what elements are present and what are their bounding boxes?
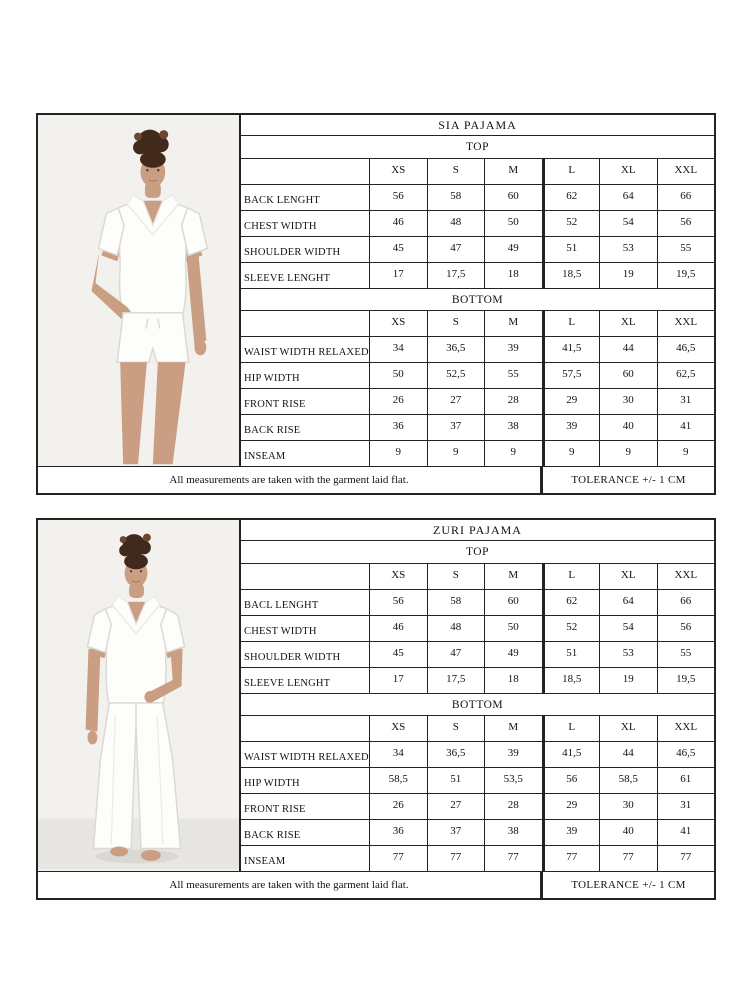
size-column-header: L xyxy=(542,159,600,184)
measurement-value: 27 xyxy=(427,794,485,819)
measurement-label: BACK RISE xyxy=(244,425,301,436)
measurement-value: 48 xyxy=(427,211,485,236)
measurement-value: 56 xyxy=(657,211,715,236)
measurement-note: All measurements are taken with the garment laid flat. xyxy=(38,467,543,493)
size-table-zuri-pajama xyxy=(36,518,716,900)
measurement-value: 46,5 xyxy=(657,742,715,767)
model-photo-pants xyxy=(38,520,241,871)
measurement-label: WAIST WIDTH RELAXED xyxy=(244,752,369,763)
measurement-label: BACL LENGHT xyxy=(244,600,319,611)
measurement-value: 19 xyxy=(599,668,657,693)
model-photo-pants-illustration xyxy=(38,520,239,871)
measurement-value: 58 xyxy=(427,590,485,615)
measurement-value: 64 xyxy=(599,185,657,210)
measurement-value: 77 xyxy=(657,846,715,871)
measurement-value: 29 xyxy=(542,794,600,819)
measurement-value: 28 xyxy=(484,794,542,819)
measurement-value: 53 xyxy=(599,642,657,667)
measurement-value: 60 xyxy=(484,185,542,210)
measurement-value: 55 xyxy=(657,642,715,667)
measurement-value: 52,5 xyxy=(427,363,485,388)
measurement-row xyxy=(241,845,714,871)
measurement-row xyxy=(241,414,714,440)
measurement-value: 60 xyxy=(484,590,542,615)
measurement-value: 66 xyxy=(657,590,715,615)
section-title: BOTTOM xyxy=(241,288,714,310)
measurement-grid xyxy=(241,115,714,466)
section-title: TOP xyxy=(241,135,714,158)
measurement-value: 30 xyxy=(599,389,657,414)
size-column-header: S xyxy=(427,716,485,741)
measurement-row xyxy=(241,615,714,641)
measurement-value: 56 xyxy=(369,185,427,210)
measurement-label: CHEST WIDTH xyxy=(244,221,317,232)
measurement-value: 9 xyxy=(657,441,715,466)
measurement-value: 31 xyxy=(657,389,715,414)
measurement-label: SHOULDER WIDTH xyxy=(244,247,341,258)
measurement-value: 50 xyxy=(369,363,427,388)
measurement-value: 61 xyxy=(657,768,715,793)
measurement-value: 51 xyxy=(542,642,600,667)
measurement-value: 77 xyxy=(369,846,427,871)
measurement-value: 28 xyxy=(484,389,542,414)
measurement-value: 44 xyxy=(599,742,657,767)
model-photo-shorts xyxy=(38,115,241,466)
size-column-header: M xyxy=(484,159,542,184)
measurement-value: 18 xyxy=(484,668,542,693)
measurement-row xyxy=(241,336,714,362)
measurement-row xyxy=(241,440,714,466)
measurement-row xyxy=(241,767,714,793)
size-column-header: XL xyxy=(599,311,657,336)
row-label-spacer xyxy=(241,159,369,184)
measurement-value: 37 xyxy=(427,820,485,845)
measurement-value: 55 xyxy=(484,363,542,388)
measurement-label: HIP WIDTH xyxy=(244,778,300,789)
measurement-value: 41 xyxy=(657,820,715,845)
measurement-grid xyxy=(241,520,714,871)
measurement-value: 17,5 xyxy=(427,668,485,693)
tolerance-note: TOLERANCE +/- 1 CM xyxy=(571,474,686,486)
measurement-value: 56 xyxy=(369,590,427,615)
measurement-value: 39 xyxy=(542,820,600,845)
measurement-value: 41,5 xyxy=(542,742,600,767)
measurement-label: BACK RISE xyxy=(244,830,301,841)
measurement-value: 57,5 xyxy=(542,363,600,388)
size-column-header: XS xyxy=(369,311,427,336)
measurement-row xyxy=(241,210,714,236)
measurement-value: 47 xyxy=(427,642,485,667)
measurement-value: 46 xyxy=(369,616,427,641)
measurement-value: 17 xyxy=(369,668,427,693)
size-header-row xyxy=(241,563,714,589)
table-title: SIA PAJAMA xyxy=(438,117,517,132)
measurement-value: 39 xyxy=(484,337,542,362)
measurement-label: HIP WIDTH xyxy=(244,373,300,384)
measurement-value: 58,5 xyxy=(599,768,657,793)
size-column-header: XL xyxy=(599,716,657,741)
measurement-row xyxy=(241,589,714,615)
measurement-value: 36,5 xyxy=(427,337,485,362)
measurement-value: 18 xyxy=(484,263,542,288)
measurement-value: 50 xyxy=(484,211,542,236)
measurement-value: 56 xyxy=(542,768,600,793)
measurement-value: 77 xyxy=(599,846,657,871)
measurement-value: 45 xyxy=(369,642,427,667)
measurement-value: 64 xyxy=(599,590,657,615)
size-header-row xyxy=(241,715,714,741)
measurement-value: 45 xyxy=(369,237,427,262)
measurement-label: WAIST WIDTH RELAXED xyxy=(244,347,369,358)
size-column-header: XS xyxy=(369,564,427,589)
measurement-value: 30 xyxy=(599,794,657,819)
measurement-value: 47 xyxy=(427,237,485,262)
measurement-label: CHEST WIDTH xyxy=(244,626,317,637)
table-body xyxy=(38,520,714,871)
size-table-sia-pajama xyxy=(36,113,716,495)
measurement-label: INSEAM xyxy=(244,856,286,867)
measurement-value: 56 xyxy=(657,616,715,641)
measurement-value: 31 xyxy=(657,794,715,819)
size-column-header: XS xyxy=(369,159,427,184)
measurement-row xyxy=(241,362,714,388)
measurement-value: 53 xyxy=(599,237,657,262)
measurement-value: 9 xyxy=(542,441,600,466)
measurement-value: 44 xyxy=(599,337,657,362)
measurement-value: 46 xyxy=(369,211,427,236)
measurement-value: 38 xyxy=(484,820,542,845)
table-title: ZURI PAJAMA xyxy=(433,522,522,537)
measurement-value: 40 xyxy=(599,415,657,440)
measurement-value: 9 xyxy=(369,441,427,466)
measurement-value: 36 xyxy=(369,820,427,845)
measurement-label: SLEEVE LENGHT xyxy=(244,678,331,689)
measurement-value: 29 xyxy=(542,389,600,414)
measurement-value: 46,5 xyxy=(657,337,715,362)
measurement-value: 62 xyxy=(542,590,600,615)
measurement-value: 66 xyxy=(657,185,715,210)
measurement-value: 27 xyxy=(427,389,485,414)
measurement-row xyxy=(241,741,714,767)
measurement-value: 54 xyxy=(599,211,657,236)
measurement-value: 38 xyxy=(484,415,542,440)
measurement-label: BACK LENGHT xyxy=(244,195,320,206)
measurement-value: 36 xyxy=(369,415,427,440)
measurement-row xyxy=(241,236,714,262)
section-title: TOP xyxy=(241,540,714,563)
measurement-row xyxy=(241,641,714,667)
measurement-label: SLEEVE LENGHT xyxy=(244,273,331,284)
measurement-value: 9 xyxy=(427,441,485,466)
measurement-value: 19 xyxy=(599,263,657,288)
measurement-label: FRONT RISE xyxy=(244,804,306,815)
size-column-header: S xyxy=(427,311,485,336)
tolerance-note: TOLERANCE +/- 1 CM xyxy=(571,879,686,891)
size-column-header: XXL xyxy=(657,564,715,589)
size-column-header: L xyxy=(542,564,600,589)
measurement-value: 49 xyxy=(484,237,542,262)
measurement-value: 39 xyxy=(484,742,542,767)
size-column-header: XXL xyxy=(657,159,715,184)
measurement-row xyxy=(241,184,714,210)
measurement-value: 17,5 xyxy=(427,263,485,288)
measurement-value: 26 xyxy=(369,389,427,414)
measurement-value: 41 xyxy=(657,415,715,440)
measurement-value: 9 xyxy=(484,441,542,466)
measurement-value: 49 xyxy=(484,642,542,667)
measurement-value: 34 xyxy=(369,742,427,767)
measurement-value: 48 xyxy=(427,616,485,641)
measurement-value: 37 xyxy=(427,415,485,440)
size-column-header: XXL xyxy=(657,716,715,741)
size-column-header: S xyxy=(427,159,485,184)
size-column-header: L xyxy=(542,311,600,336)
measurement-value: 62 xyxy=(542,185,600,210)
measurement-label: FRONT RISE xyxy=(244,399,306,410)
measurement-row xyxy=(241,667,714,693)
measurement-row xyxy=(241,388,714,414)
measurement-value: 34 xyxy=(369,337,427,362)
measurement-value: 40 xyxy=(599,820,657,845)
size-header-row xyxy=(241,310,714,336)
measurement-value: 55 xyxy=(657,237,715,262)
measurement-value: 41,5 xyxy=(542,337,600,362)
measurement-row xyxy=(241,262,714,288)
measurement-value: 18,5 xyxy=(542,263,600,288)
measurement-value: 77 xyxy=(484,846,542,871)
measurement-value: 53,5 xyxy=(484,768,542,793)
measurement-value: 77 xyxy=(542,846,600,871)
measurement-row xyxy=(241,793,714,819)
size-column-header: XL xyxy=(599,564,657,589)
measurement-value: 62,5 xyxy=(657,363,715,388)
measurement-label: SHOULDER WIDTH xyxy=(244,652,341,663)
measurement-row xyxy=(241,819,714,845)
measurement-value: 50 xyxy=(484,616,542,641)
measurement-label: INSEAM xyxy=(244,451,286,462)
measurement-value: 52 xyxy=(542,211,600,236)
measurement-value: 54 xyxy=(599,616,657,641)
section-title: BOTTOM xyxy=(241,693,714,715)
size-column-header: XXL xyxy=(657,311,715,336)
measurement-value: 19,5 xyxy=(657,668,715,693)
measurement-value: 36,5 xyxy=(427,742,485,767)
size-column-header: XS xyxy=(369,716,427,741)
size-column-header: S xyxy=(427,564,485,589)
measurement-value: 18,5 xyxy=(542,668,600,693)
size-column-header: M xyxy=(484,564,542,589)
measurement-value: 60 xyxy=(599,363,657,388)
size-header-row xyxy=(241,158,714,184)
measurement-value: 17 xyxy=(369,263,427,288)
row-label-spacer xyxy=(241,311,369,336)
measurement-value: 58 xyxy=(427,185,485,210)
measurement-value: 39 xyxy=(542,415,600,440)
measurement-value: 19,5 xyxy=(657,263,715,288)
size-column-header: M xyxy=(484,311,542,336)
size-column-header: XL xyxy=(599,159,657,184)
size-column-header: L xyxy=(542,716,600,741)
measurement-note: All measurements are taken with the garment laid flat. xyxy=(38,872,543,898)
measurement-value: 77 xyxy=(427,846,485,871)
measurement-value: 58,5 xyxy=(369,768,427,793)
table-footer xyxy=(38,466,714,493)
measurement-value: 52 xyxy=(542,616,600,641)
model-photo-shorts-illustration xyxy=(38,115,239,466)
row-label-spacer xyxy=(241,716,369,741)
size-column-header: M xyxy=(484,716,542,741)
measurement-value: 51 xyxy=(542,237,600,262)
table-body xyxy=(38,115,714,466)
measurement-value: 51 xyxy=(427,768,485,793)
measurement-value: 9 xyxy=(599,441,657,466)
measurement-value: 26 xyxy=(369,794,427,819)
table-footer xyxy=(38,871,714,898)
row-label-spacer xyxy=(241,564,369,589)
